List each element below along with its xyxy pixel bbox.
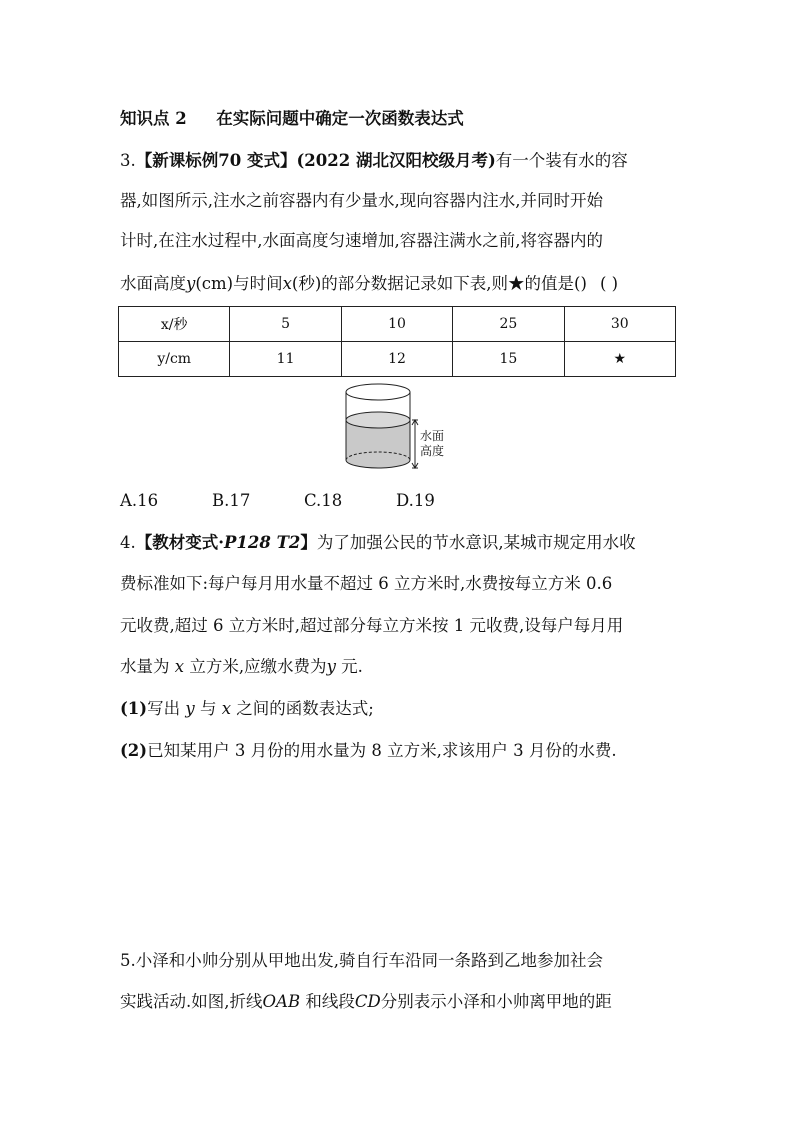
choice-d: D.19 — [396, 491, 435, 510]
choice-b: B.17 — [212, 491, 251, 510]
table-cell: 30 — [564, 307, 675, 342]
section-heading — [120, 108, 464, 130]
table-cell: 10 — [341, 307, 452, 342]
table-cell: 25 — [453, 307, 564, 342]
table-cell: 12 — [341, 342, 452, 377]
var-x: x — [174, 657, 185, 676]
q3-data-table — [118, 306, 676, 377]
q3-choices — [120, 490, 435, 512]
figure-label-2: 高度 — [420, 444, 445, 458]
table-cell: ★ — [564, 342, 675, 377]
q4-sub-2: (2)已知某用户 3 月份的用水量为 8 立方米,求该用户 3 月份的水费. — [120, 741, 617, 760]
q4-tag: 【教材变式·P128 T2】 — [135, 533, 317, 552]
q5-line-1: 5.小泽和小帅分别从甲地出发,骑自行车沿同一条路到乙地参加社会 — [120, 951, 603, 970]
table-cell: 15 — [453, 342, 564, 377]
q4-line-3: 元收费,超过 6 立方米时,超过部分每立方米按 1 元收费,设每户每月用 — [120, 616, 624, 635]
table-cell: 11 — [230, 342, 341, 377]
q3-line-4: 水面高度y(cm)与时间x(秒)的部分数据记录如下表,则★的值是() — [120, 274, 587, 293]
table-header-x: x/秒 — [119, 307, 230, 342]
table-header-y: y/cm — [119, 342, 230, 377]
var-y: y — [186, 274, 196, 293]
q4-line-1: 4.【教材变式·P128 T2】为了加强公民的节水意识,某城市规定用水收 — [120, 533, 636, 552]
q3-tag: 【新课标例70 变式】 — [135, 151, 297, 170]
section-number: 知识点 2 — [120, 109, 187, 128]
q3-source: (2022 湖北汉阳校级月考) — [296, 151, 496, 170]
var-x: x — [282, 274, 292, 293]
section-title: 在实际问题中确定一次函数表达式 — [216, 109, 464, 128]
q4-line-4: 水量为 x 立方米,应缴水费为y 元. — [120, 657, 363, 676]
cylinder-top — [346, 384, 410, 400]
q3-text-1: 有一个装有水的容 — [495, 151, 628, 170]
q4-sub-1: (1)写出 y 与 x 之间的函数表达式; — [120, 699, 374, 718]
segment-cd: CD — [354, 992, 381, 1011]
figure-label-1: 水面 — [420, 429, 445, 443]
q3-answer-paren: ( ) — [600, 274, 619, 293]
q4-line-2: 费标准如下:每户每月用水量不超过 6 立方米时,水费按每立方米 0.6 — [120, 574, 613, 593]
choice-c: C.18 — [304, 491, 343, 510]
q5-line-2: 实践活动.如图,折线OAB 和线段CD分别表示小泽和小帅离甲地的距 — [120, 992, 612, 1011]
q3-number: 3. — [120, 151, 136, 170]
q3-line-3: 计时,在注水过程中,水面高度匀速增加,容器注满水之前,将容器内的 — [120, 231, 603, 250]
water-surface — [346, 412, 410, 428]
table-row — [119, 342, 676, 377]
choice-a: A.16 — [120, 491, 159, 510]
polyline-oab: OAB — [262, 992, 301, 1011]
var-y: y — [326, 657, 336, 676]
table-row — [119, 307, 676, 342]
cylinder-figure — [340, 380, 460, 476]
q3-line-1 — [120, 150, 628, 172]
q3-line-2: 器,如图所示,注水之前容器内有少量水,现向容器内注水,并同时开始 — [120, 191, 603, 210]
q4-number: 4. — [120, 533, 136, 552]
table-cell: 5 — [230, 307, 341, 342]
